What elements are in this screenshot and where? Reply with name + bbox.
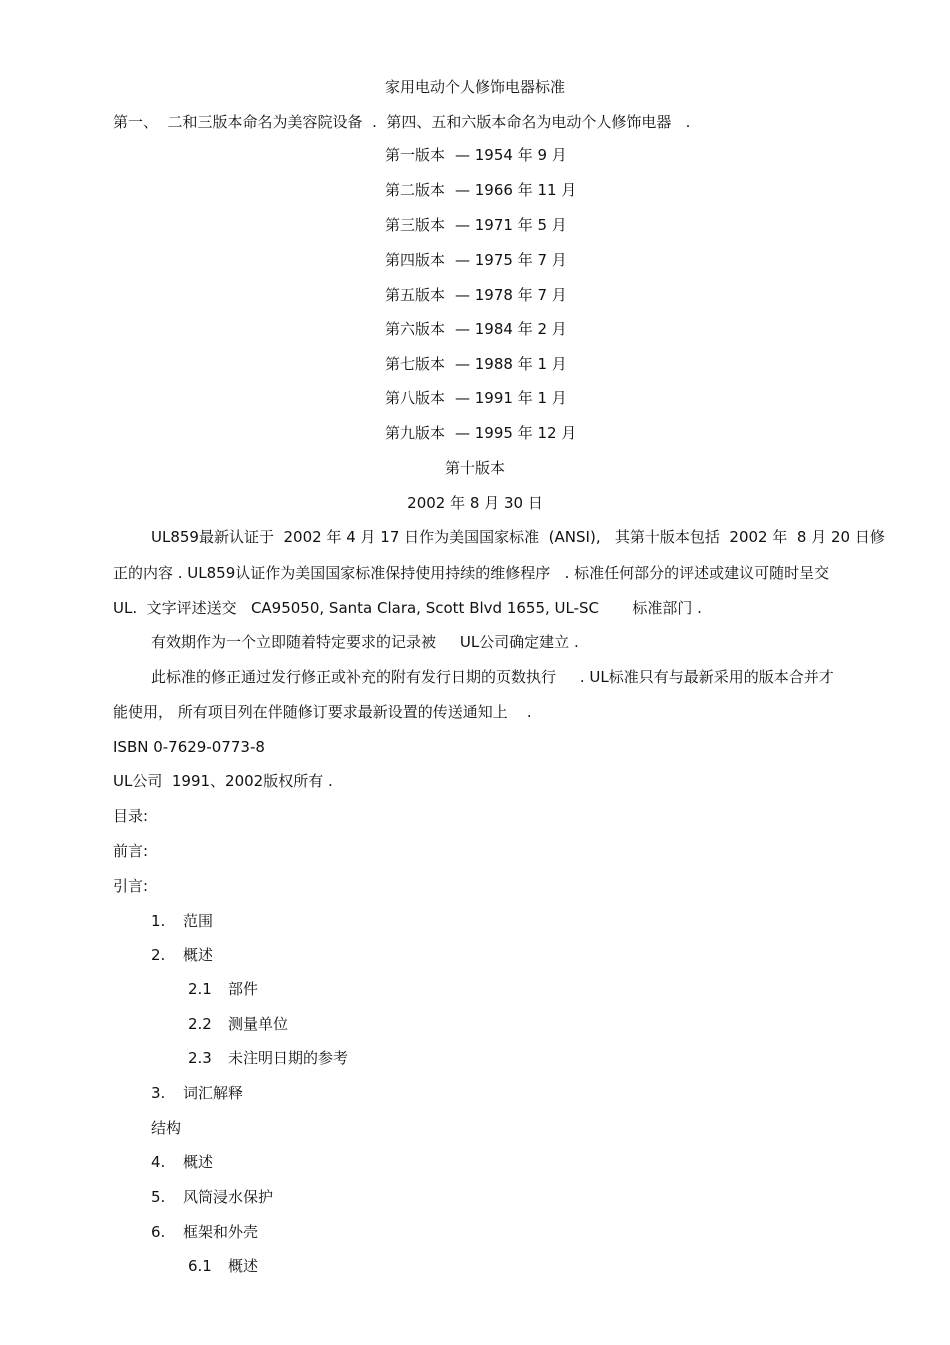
tenth-edition-date: 2002 年 8 月 30 日 [407,494,543,512]
edition-name: 第二版本 [384,181,445,199]
edition-item [0,354,950,374]
edition-item [0,285,950,305]
toc-item [151,911,213,931]
toc-item-number: 2.2 [188,1015,212,1033]
toc-item-number: 6.1 [188,1257,212,1275]
toc-item-text: 范围 [183,912,214,930]
toc-heading: 目录: [113,807,149,825]
tenth-edition-label: 第十版本 [444,459,505,477]
intro-heading: 引言: [113,877,149,895]
toc-item-number: 6. [151,1223,166,1241]
paragraph-line: 能使用， 所有项目列在伴随修订要求最新设置的传送通知上 . [113,703,532,721]
toc-section-heading [151,1118,181,1138]
edition-date: — 1995 年 12 月 [455,424,577,442]
edition-date: — 1954 年 9 月 [455,146,567,164]
toc-item-number: 2.3 [188,1049,212,1067]
edition-date: — 1984 年 2 月 [455,320,567,338]
toc-item [151,1152,213,1172]
toc-item-text: 部件 [228,980,259,998]
toc-item-number: 4. [151,1153,166,1171]
edition-date: — 1975 年 7 月 [455,251,567,269]
paragraph-line: 正的内容 . UL859认证作为美国国家标准保持使用持续的维修程序 . 标准任何部分的评述或建议可随时呈交 [113,564,830,582]
toc-item-text: 风筒浸水保护 [183,1188,274,1206]
paragraph-line: UL. 文字评述送交 CA95050, Santa Clara, Scott Blvd 1655, UL-SC 标准部门 . [113,599,702,617]
isbn: ISBN 0-7629-0773-8 [113,738,265,756]
edition-name: 第三版本 [384,216,445,234]
edition-item [0,250,950,270]
edition-date: — 1991 年 1 月 [455,389,567,407]
toc-item-text: 概述 [228,1257,259,1275]
toc-item-text: 结构 [151,1119,182,1137]
toc-item [188,1014,288,1034]
edition-item [0,388,950,408]
edition-date: — 1966 年 11 月 [455,181,577,199]
edition-date: — 1978 年 7 月 [455,286,567,304]
edition-item [0,145,950,165]
edition-name: 第六版本 [384,320,445,338]
toc-item [151,1222,258,1242]
edition-name: 第四版本 [384,251,445,269]
edition-name: 第八版本 [384,389,445,407]
document-title: 家用电动个人修饰电器标准 [384,78,565,96]
edition-item [0,215,950,235]
edition-name: 第九版本 [384,424,445,442]
edition-date: — 1988 年 1 月 [455,355,567,373]
toc-item-number: 5. [151,1188,166,1206]
toc-item-number: 2. [151,946,166,964]
toc-item [188,1048,348,1068]
toc-item [151,1187,273,1207]
edition-name: 第七版本 [384,355,445,373]
toc-item-text: 未注明日期的参考 [228,1049,349,1067]
toc-item-text: 框架和外壳 [183,1223,259,1241]
toc-item [151,945,213,965]
toc-item-number: 1. [151,912,166,930]
paragraph-line: 此标准的修正通过发行修正或补充的附有发行日期的页数执行 . UL标准只有与最新采用的版本合并才 [151,668,834,686]
toc-item-number: 3. [151,1084,166,1102]
edition-name: 第五版本 [384,286,445,304]
toc-item-text: 测量单位 [228,1015,289,1033]
copyright: UL公司 1991、2002版权所有 . [113,772,333,790]
toc-item [188,979,258,999]
edition-item [0,180,950,200]
paragraph-validity: 有效期作为一个立即随着特定要求的记录被 UL公司确定建立 . [151,633,579,651]
edition-item [0,423,950,443]
toc-item [188,1256,258,1276]
toc-item-text: 词汇解释 [183,1084,244,1102]
toc-item-text: 概述 [183,1153,214,1171]
naming-note: 第一、 二和三版本命名为美容院设备 . 第四、五和六版本命名为电动个人修饰电器 . [113,113,691,131]
edition-name: 第一版本 [384,146,445,164]
toc-item-text: 概述 [183,946,214,964]
edition-item [0,319,950,339]
toc-item [151,1083,243,1103]
edition-date: — 1971 年 5 月 [455,216,567,234]
toc-item-number: 2.1 [188,980,212,998]
foreword-heading: 前言: [113,842,149,860]
paragraph-line: UL859最新认证于 2002 年 4 月 17 日作为美国国家标准 (ANSI), 其第十版本包括 2002 年 8 月 20 日修 [151,528,885,546]
